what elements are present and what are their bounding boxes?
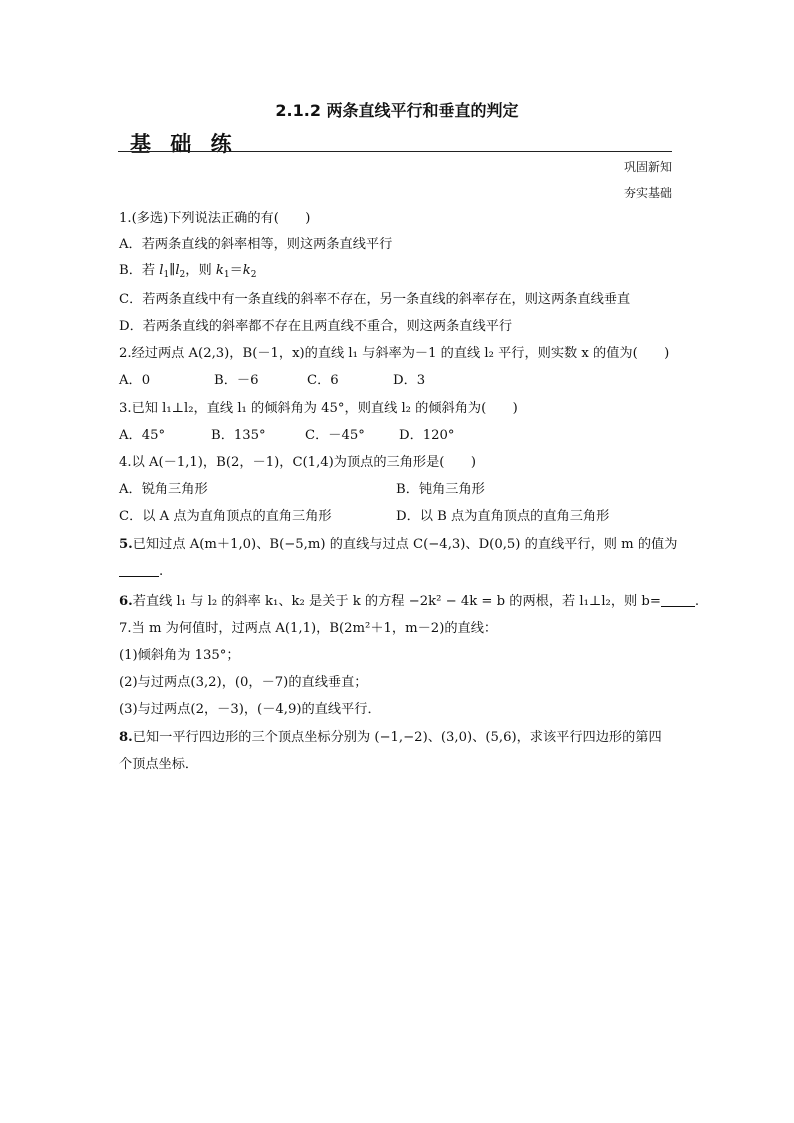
q7-part-2: (2)与过两点(3,2)，(0，－7)的直线垂直； — [119, 675, 368, 690]
section-heading: 基 础 练 — [130, 132, 238, 156]
q1-option-b-prefix: B．若 — [119, 263, 160, 278]
q2-option-c: C．6 — [307, 373, 339, 388]
q3-option-b: B．135° — [211, 428, 266, 443]
q2-options — [119, 372, 425, 390]
q1-option-d: D．若两条直线的斜率都不存在且两直线不重合，则这两条直线平行 — [119, 319, 513, 334]
q8-stem — [119, 729, 662, 747]
q6-tail: . — [694, 594, 700, 609]
q3-option-d: D．120° — [399, 428, 455, 443]
q8-text-line1: 已知一平行四边形的三个顶点坐标分别为 (−1,−2)、(3,0)、(5,6)，求该平行四边形的第四 — [132, 730, 662, 745]
q4-option-c: C．以 A 点为直角顶点的直角三角形 — [119, 509, 332, 524]
q1-option-b-middle: ，则 — [185, 263, 216, 278]
q6-answer-blank — [661, 594, 695, 607]
q7-part-3: (3)与过两点(2，－3)，(－4,9)的直线平行． — [119, 702, 381, 717]
q4-stem: 4.以 A(－1,1)，B(2，－1)，C(1,4)为顶点的三角形是( ) — [119, 455, 476, 470]
q1-option-a: A．若两条直线的斜率相等，则这两条直线平行 — [119, 237, 393, 252]
q5-text: 已知过点 A(m＋1,0)、B(−5,m) 的直线与过点 C(−4,3)、D(0,5) 的直线平行，则 m 的值为 — [132, 537, 678, 552]
q1-option-b: B．若 $l_1\parallel l_2$，则 $k_1=k_2$ — [119, 263, 257, 280]
q2-option-d: D．3 — [393, 373, 426, 388]
q6-text: 若直线 l₁ 与 l₂ 的斜率 k₁、k₂ 是关于 k 的方程 −2k² − 4k = b 的两根，若 l₁⊥l₂，则 b= — [132, 594, 661, 609]
q8-text-line2: 个顶点坐标． — [119, 757, 199, 772]
q2-option-b: B．－6 — [214, 373, 259, 388]
page-title: 2.1.2 两条直线平行和垂直的判定 — [275, 101, 519, 120]
q1-option-c: C．若两条直线中有一条直线的斜率不存在，另一条直线的斜率存在，则这两条直线垂直 — [119, 292, 631, 307]
tag-foundation: 夯实基础 — [623, 186, 672, 200]
q5-answer-blank — [119, 564, 159, 577]
section-divider — [118, 151, 672, 152]
q7-part-1: (1)倾斜角为 135°； — [119, 648, 240, 663]
q3-options — [119, 427, 455, 445]
q1-stem: 1.(多选)下列说法正确的有( ) — [119, 211, 311, 226]
q3-stem: 3.已知 l₁⊥l₂，直线 l₁ 的倾斜角为 45°，则直线 l₂ 的倾斜角为( ) — [119, 401, 518, 416]
q5-answer-line — [119, 563, 163, 581]
q6-number: 6. — [119, 594, 133, 609]
tag-consolidate: 巩固新知 — [623, 160, 672, 174]
q6-stem — [119, 593, 699, 611]
q3-option-a: A．45° — [119, 428, 166, 443]
q2-option-a: A．0 — [119, 373, 151, 388]
q5-tail: . — [159, 564, 164, 579]
q4-option-b: B．钝角三角形 — [396, 482, 485, 497]
q4-option-a: A．锐角三角形 — [119, 482, 208, 497]
q5-number: 5. — [119, 537, 133, 552]
q5-stem — [119, 536, 677, 554]
q7-stem: 7.当 m 为何值时，过两点 A(1,1)，B(2m²＋1，m－2)的直线： — [119, 621, 498, 636]
q2-stem: 2.经过两点 A(2,3)，B(－1，x)的直线 l₁ 与斜率为－1 的直线 l₂ 平行，则实数 x 的值为( ) — [119, 346, 670, 361]
q8-number: 8. — [119, 730, 133, 745]
q4-option-d: D．以 B 点为直角顶点的直角三角形 — [396, 509, 610, 524]
q3-option-c: C．－45° — [305, 428, 365, 443]
